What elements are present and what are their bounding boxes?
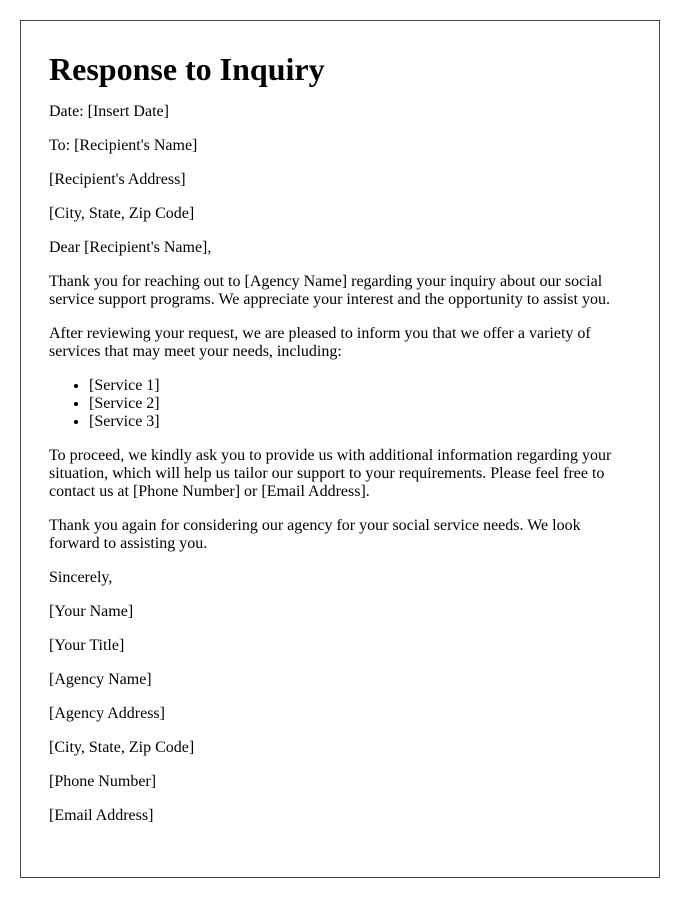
signature-agency: [Agency Name] <box>49 671 152 688</box>
signature-title: [Your Title] <box>49 637 125 654</box>
signature-agency-address: [Agency Address] <box>49 705 165 722</box>
signature-email: [Email Address] <box>49 807 154 824</box>
paragraph-intro: Thank you for reaching out to [Agency Name] regarding your inquiry about our social service support programs. We appreciate your interest and the opportunity to assist you. <box>49 273 610 308</box>
list-item: • [Service 2] <box>89 395 631 413</box>
services-list <box>49 377 631 431</box>
letter <box>20 20 660 878</box>
list-item: • [Service 1] <box>89 377 631 395</box>
signature-phone: [Phone Number] <box>49 773 157 790</box>
salutation: Dear [Recipient's Name], <box>49 239 212 256</box>
closing: Sincerely, <box>49 569 113 586</box>
list-item: • [Service 3] <box>89 413 631 431</box>
paragraph-services: After reviewing your request, we are pleased to inform you that we offer a variety of services that may meet your needs, including: <box>49 325 591 360</box>
recipient-address: [Recipient's Address] <box>49 171 186 188</box>
recipient-name: To: [Recipient's Name] <box>49 137 198 154</box>
signature-city: [City, State, Zip Code] <box>49 739 195 756</box>
paragraph-thanks: Thank you again for considering our agency for your social service needs. We look forward to assisting you. <box>49 517 581 552</box>
date-line: Date: [Insert Date] <box>49 103 169 120</box>
recipient-city: [City, State, Zip Code] <box>49 205 195 222</box>
paragraph-proceed: To proceed, we kindly ask you to provide us with additional information regarding your situation, which will help us tailor our support to your requirements. Please feel free to contact us at [Phone Number] or [Email Address]. <box>49 447 612 500</box>
signature-name: [Your Name] <box>49 603 134 620</box>
page-title: Response to Inquiry <box>49 51 325 87</box>
